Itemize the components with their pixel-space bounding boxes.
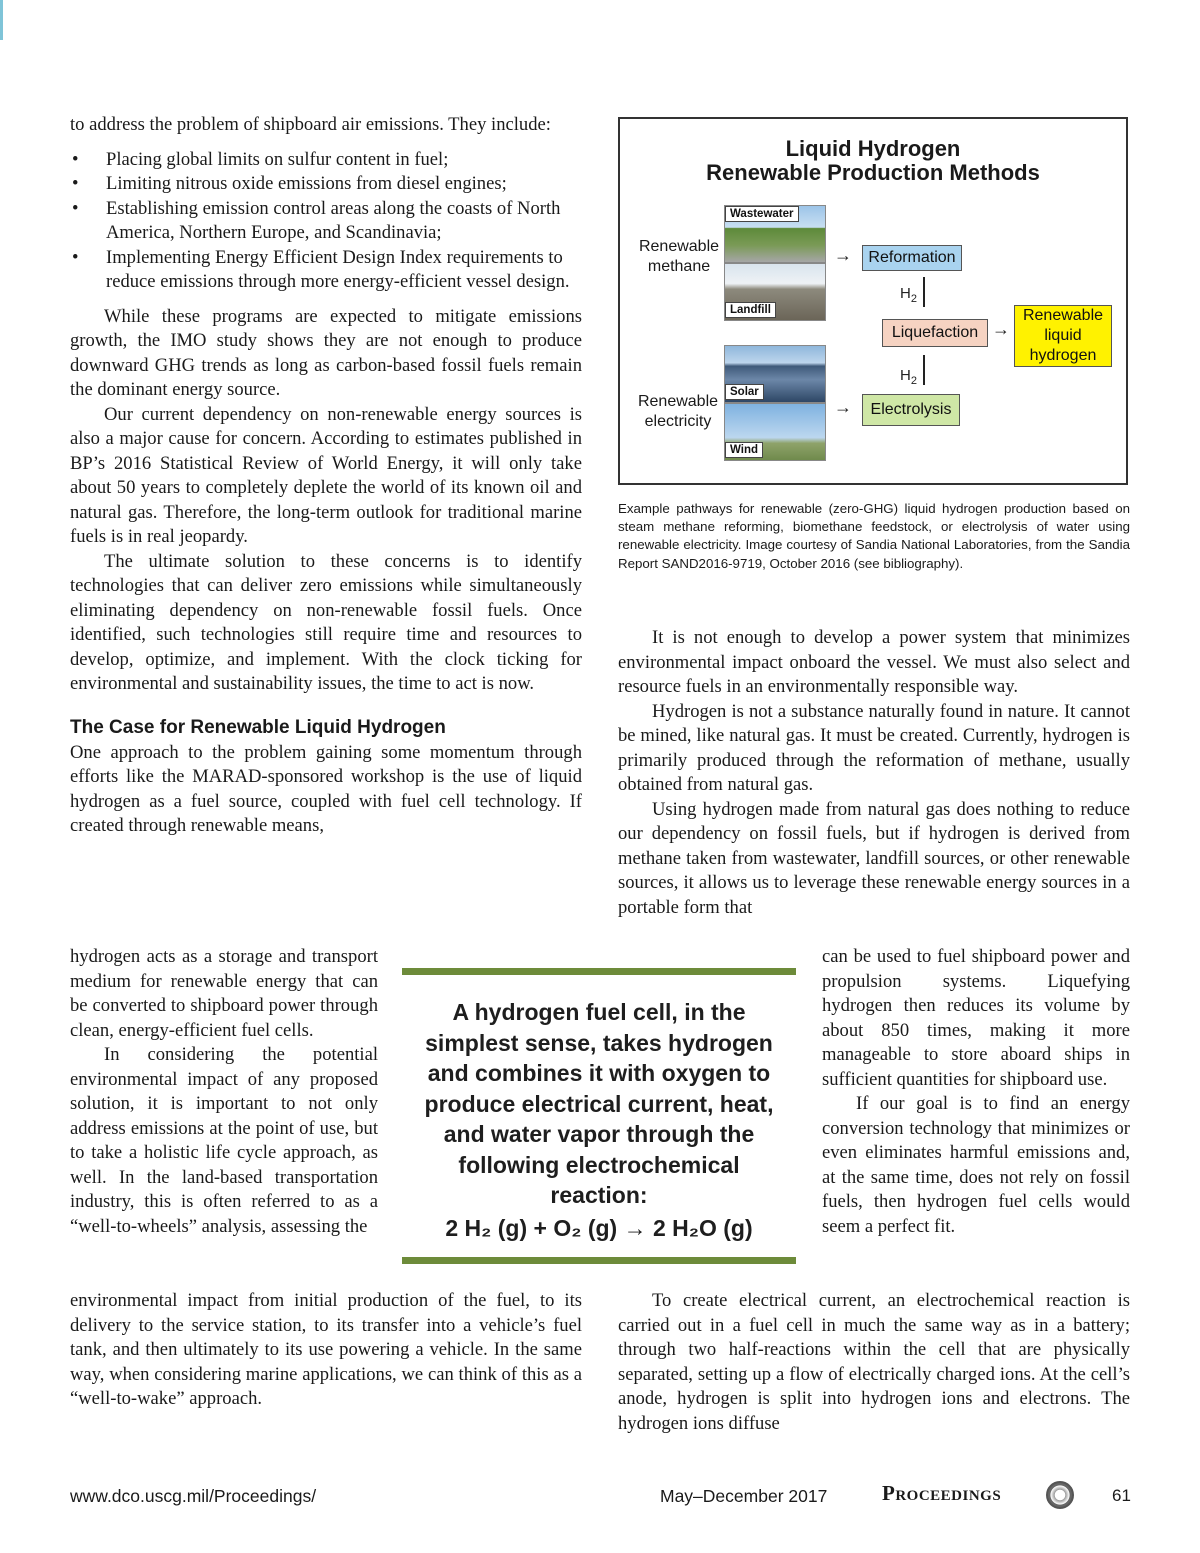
wastewater-photo <box>724 205 826 263</box>
h2-down-arrow <box>923 277 925 307</box>
figure-title-line-2: Renewable Production Methods <box>706 160 1040 185</box>
solar-photo <box>724 345 826 403</box>
h2-label: $H_2$ <box>900 367 917 387</box>
landfill-photo <box>724 263 826 321</box>
renewable-methane-label: Renewable methane <box>638 238 720 275</box>
figure-title-line-1: Liquid Hydrogen <box>785 136 961 161</box>
photo-label: Wind <box>725 442 763 458</box>
arrow-icon: → <box>992 319 1010 339</box>
list-item: • Placing global limits on sulfur content in fuel; <box>70 148 582 173</box>
photo-label: Wastewater <box>725 206 799 222</box>
right-column <box>618 626 1130 920</box>
left-column <box>70 113 582 839</box>
body-paragraph: The ultimate solution to these concerns is to identify technologies that can deliver zero emissions while simultaneously eliminating dependency on non-renewable fossil fuels. Once identified, such technologies still require time and resources to develop, optimize, and implement. With the clock ticking for environmental and sustainability issues, the time to act is now. <box>70 550 582 694</box>
photo-label: Landfill <box>725 302 776 318</box>
electrolysis-box: Electrolysis <box>862 394 960 426</box>
h2-up-arrow <box>923 355 925 385</box>
renewable-liquid-hydrogen-box: Renewable liquid hydrogen <box>1014 305 1112 367</box>
list-item: • Implementing Energy Efficient Design Index requirements to reduce emissions through more energy-efficient vessel design. <box>70 246 582 295</box>
pull-quote-bottom-bar <box>402 1257 796 1264</box>
footer-publication: Proceedings <box>882 1481 1002 1505</box>
body-paragraph: One approach to the problem gaining some momentum through efforts like the MARAD-sponsored workshop is the use of liquid hydrogen as a fuel source, coupled with fuel cell technology. If created through renewable means, <box>70 741 582 836</box>
section-heading: The Case for Renewable Liquid Hydrogen <box>70 716 446 738</box>
body-paragraph: Using hydrogen made from natural gas does nothing to reduce our dependency on fossil fuels, but if hydrogen is derived from methane taken from wastewater, landfill sources, or other renewable sources, it allows us to leverage these renewable energy sources in a portable form that <box>618 798 1130 918</box>
hydrogen-production-figure <box>618 117 1128 485</box>
footer-date: May–December 2017 <box>660 1486 828 1506</box>
page-number: 61 <box>1112 1486 1131 1505</box>
h2-label: $H_2$ <box>900 285 917 305</box>
body-paragraph: Our current dependency on non-renewable energy sources is also a major cause for concern. According to estimates published in BP’s 2016 Statistical Review of World Energy, it will only take about 50 years to completely deplete the world of its known oil and natural gas. Therefore, the long-term outlook for traditional marine fuels is in real jeopardy. <box>70 403 582 547</box>
body-paragraph: can be used to fuel shipboard power and propulsion systems. Liquefying hydrogen then reduces its volume by about 850 times, making it more manageable to store aboard ships in sufficient quantities for shipboard use. <box>822 946 1130 1090</box>
body-paragraph: It is not enough to develop a power system that minimizes environmental impact onboard the vessel. We must also select and resource fuels in an environmentally responsible way. <box>618 627 1130 697</box>
left-bottom-column <box>70 1289 582 1412</box>
body-paragraph: While these programs are expected to mitigate emissions growth, the IMO study shows they are not enough to produce downward GHG trends as long as carbon-based fossil fuels remain the dominant energy source. <box>70 305 582 400</box>
figure-caption: Example pathways for renewable (zero-GHG) liquid hydrogen production based on steam methane reforming, biomethane feedstock, or electrolysis of water using renewable electricity. Image courtesy of Sandia National Laboratories, from the Sandia Report SAND2016-9719, October 2016 (see bibliography). <box>618 501 1130 571</box>
arrow-icon: → <box>834 397 852 417</box>
right-bottom-column <box>618 1289 1130 1436</box>
emission-programs-list <box>70 148 582 295</box>
uscg-seal-icon <box>1046 1481 1074 1509</box>
left-narrow-column <box>70 945 378 1239</box>
body-paragraph: environmental impact from initial production of the fuel, to its delivery to the service station, to its transfer into a vehicle’s fuel tank, and then ultimately to its use powering a vehicle. In the same way, when considering marine applications, we can think of this as a “well-to-wake” approach. <box>70 1290 582 1409</box>
pull-quote-equation: 2 H₂ (g) + O₂ (g) → 2 H₂O (g) <box>445 1214 753 1241</box>
body-paragraph: Hydrogen is not a substance naturally found in nature. It cannot be mined, like natural gas. It must be created. Currently, hydrogen is primarily produced through the reformation of methane, usually obtained from natural gas. <box>618 700 1130 795</box>
pull-quote <box>402 968 796 1264</box>
footer-url[interactable]: www.dco.uscg.mil/Proceedings/ <box>70 1486 317 1506</box>
reformation-box: Reformation <box>862 245 962 271</box>
body-paragraph: hydrogen acts as a storage and transport medium for renewable energy that can be converted to shipboard power through clean, energy-efficient fuel cells. <box>70 946 378 1041</box>
page-edge-mark <box>0 0 3 40</box>
wind-photo <box>724 403 826 461</box>
renewable-electricity-label: Renewable electricity <box>637 393 719 430</box>
figure-title <box>620 137 1126 185</box>
list-item: • Limiting nitrous oxide emissions from diesel engines; <box>70 172 582 197</box>
pull-quote-top-bar <box>402 968 796 975</box>
pull-quote-text: A hydrogen fuel cell, in the simplest sense, takes hydrogen and combines it with oxygen to produce electrical current, heat, and water vapor through the following electrochemical reaction: <box>424 999 774 1208</box>
right-narrow-column <box>822 945 1130 1239</box>
intro-paragraph: to address the problem of shipboard air emissions. They include: <box>70 114 551 135</box>
list-item: • Establishing emission control areas along the coasts of North America, Northern Europe, and Scandinavia; <box>70 197 582 246</box>
photo-label: Solar <box>725 384 764 400</box>
body-paragraph: To create electrical current, an electrochemical reaction is carried out in a fuel cell in much the same way as in a battery; through two half-reactions within the cell that are physically separated, setting up a flow of electrically charged ions. At the cell’s anode, hydrogen is split into hydrogen ions and electrons. The hydrogen ions diffuse <box>618 1290 1130 1434</box>
body-paragraph: In considering the potential environmental impact of any proposed solution, it is important to not only address emissions at the point of use, but to take a holistic life cycle approach, as well. In the land-based transportation industry, this is often referred to as a “well-to-wheels” analysis, assessing the <box>70 1044 378 1237</box>
liquefaction-box: Liquefaction <box>882 319 988 347</box>
body-paragraph: If our goal is to find an energy conversion technology that minimizes or even eliminates harmful emissions and, at the same time, does not rely on fossil fuels, then hydrogen fuel cells would seem a perfect fit. <box>822 1093 1130 1237</box>
arrow-icon: → <box>834 245 852 265</box>
